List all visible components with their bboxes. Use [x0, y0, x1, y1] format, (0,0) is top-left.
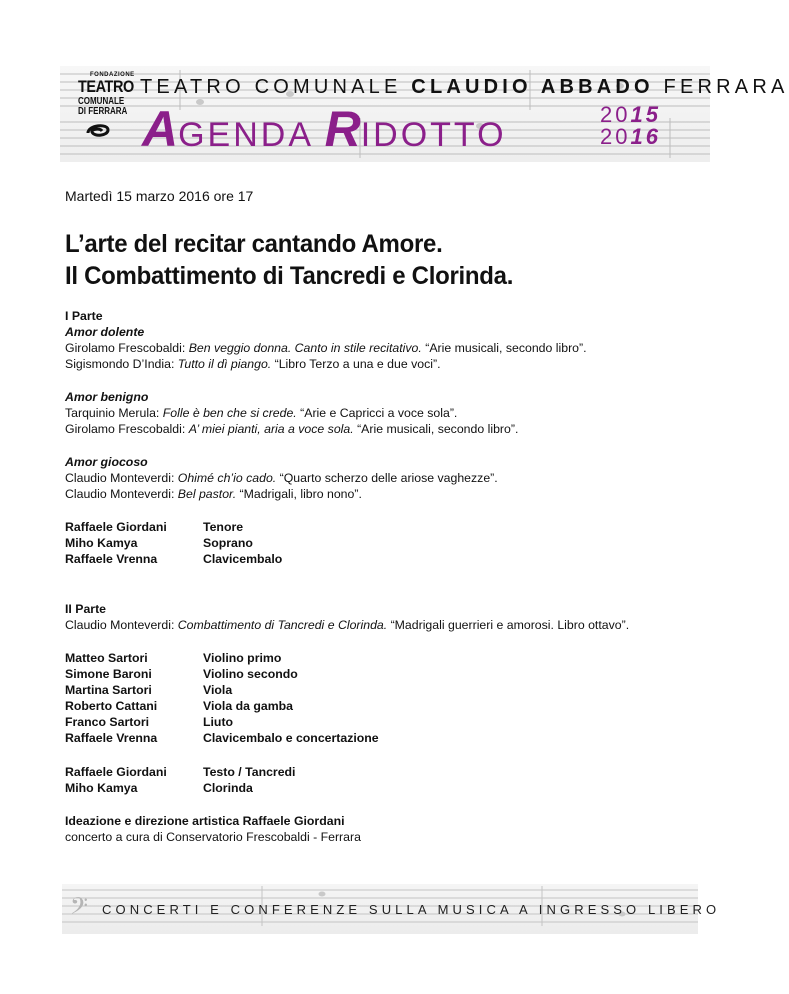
performer-role: Liuto — [203, 715, 234, 729]
event-title — [65, 228, 513, 292]
header-banner — [60, 66, 789, 162]
part1-amor-dolente — [65, 308, 587, 372]
amor-dolente-heading: Amor dolente — [65, 325, 145, 339]
year2-plain: 20 — [600, 124, 631, 149]
season-year-1 — [600, 104, 661, 126]
performer-row — [65, 730, 379, 746]
part2-singers — [65, 764, 295, 796]
work-title: Ohimé ch’io cado. — [177, 471, 277, 485]
agenda-rest: GENDA — [178, 116, 325, 154]
theatre-dedicatee: CLAUDIO ABBADO — [411, 76, 654, 98]
program-item — [65, 617, 629, 633]
composer: Claudio Monteverdi: — [65, 487, 178, 501]
performer-role: Clavicembalo e concertazione — [203, 731, 379, 745]
program-item — [65, 356, 587, 372]
performer-role: Viola da gamba — [203, 699, 293, 713]
logo-line-ferrara: DI FERRARA — [78, 106, 128, 117]
performer-name: Raffaele Vrenna — [65, 552, 158, 566]
work-source: “Madrigali, libro nono”. — [236, 487, 362, 501]
performer-row — [65, 780, 295, 796]
season-year-2 — [600, 126, 661, 148]
program-item — [65, 405, 518, 421]
work-title: Combattimento di Tancredi e Clorinda. — [177, 618, 388, 632]
agenda-initial: A — [142, 101, 179, 157]
composer: Claudio Monteverdi: — [65, 471, 178, 485]
performer-name: Martina Sartori — [65, 683, 152, 697]
theatre-prefix: TEATRO COMUNALE — [140, 76, 412, 98]
performer-row — [65, 666, 379, 682]
footer-banner — [62, 884, 721, 934]
work-title: Tutto il dì piango. — [177, 357, 272, 371]
logo-line-teatro: TEATRO — [78, 77, 134, 96]
theatre-logo — [78, 72, 140, 156]
performer-row — [65, 519, 282, 535]
work-source: “Arie musicali, secondo libro”. — [421, 341, 587, 355]
performer-row — [65, 764, 295, 780]
work-source: “Quarto scherzo delle ariose vaghezze”. — [276, 471, 498, 485]
composer: Girolamo Frescobaldi: — [65, 341, 189, 355]
composer: Sigismondo D’India: — [65, 357, 178, 371]
logo-line-comunale: COMUNALE — [78, 96, 125, 107]
part1-amor-giocoso — [65, 454, 498, 502]
theatre-name-line — [140, 76, 789, 99]
composer: Girolamo Frescobaldi: — [65, 422, 189, 436]
performer-row — [65, 535, 282, 551]
part2-program — [65, 601, 629, 633]
work-title: A’ miei pianti, aria a voce sola. — [188, 422, 354, 436]
work-title: Bel pastor. — [177, 487, 237, 501]
year1-plain: 20 — [600, 102, 631, 127]
part1-amor-benigno — [65, 389, 518, 437]
performer-name: Matteo Sartori — [65, 651, 148, 665]
composer: Claudio Monteverdi: — [65, 618, 178, 632]
performer-name: Roberto Cattani — [65, 699, 158, 713]
performer-role: Clorinda — [203, 781, 253, 795]
agenda-ridotto-title — [142, 101, 507, 157]
program-item — [65, 340, 587, 356]
part1-heading: I Parte — [65, 309, 103, 323]
performer-name: Raffaele Giordani — [65, 765, 167, 779]
svg-text:𝄢: 𝄢 — [70, 892, 89, 925]
event-title-line2: Il Combattimento di Tancredi e Clorinda. — [65, 262, 514, 290]
amor-benigno-heading: Amor benigno — [65, 390, 149, 404]
performer-role: Soprano — [203, 536, 253, 550]
work-source: “Libro Terzo a una e due voci”. — [271, 357, 441, 371]
work-title: Ben veggio donna. Canto in stile recitativo. — [188, 341, 422, 355]
work-source: “Arie musicali, secondo libro”. — [353, 422, 519, 436]
performer-role: Violino secondo — [203, 667, 298, 681]
logo-swirl-icon — [86, 121, 112, 139]
performer-role: Clavicembalo — [203, 552, 283, 566]
performer-role: Viola — [203, 683, 233, 697]
program-item — [65, 421, 518, 437]
performer-name: Franco Sartori — [65, 715, 150, 729]
work-source: “Madrigali guerrieri e amorosi. Libro ottavo”. — [387, 618, 630, 632]
ridotto-rest: IDOTTO — [360, 116, 507, 154]
performer-name: Raffaele Giordani — [65, 520, 167, 534]
footer-tagline: CONCERTI E CONFERENZE SULLA MUSICA A INGRESSO LIBERO — [102, 902, 721, 917]
performer-name: Miho Kamya — [65, 536, 138, 550]
artistic-direction: Ideazione e direzione artistica Raffaele Giordani — [65, 814, 345, 828]
event-date: Martedì 15 marzo 2016 ore 17 — [65, 188, 254, 204]
part2-performers — [65, 650, 379, 746]
performer-row — [65, 682, 379, 698]
part2-heading: II Parte — [65, 602, 107, 616]
season-years — [600, 104, 661, 148]
logo-line-fondazione: FONDAZIONE — [90, 72, 135, 78]
theatre-city: FERRARA — [653, 76, 789, 98]
curated-by: concerto a cura di Conservatorio Frescobaldi - Ferrara — [65, 830, 361, 844]
part1-performers — [65, 519, 282, 567]
performer-row — [65, 551, 282, 567]
ridotto-initial: R — [324, 101, 361, 157]
event-title-line1: L’arte del recitar cantando Amore. — [65, 230, 443, 258]
performer-role: Tenore — [203, 520, 244, 534]
year2-bold: 16 — [630, 124, 661, 149]
work-title: Folle è ben che si crede. — [162, 406, 297, 420]
performer-row — [65, 698, 379, 714]
performer-name: Simone Baroni — [65, 667, 152, 681]
performer-row — [65, 714, 379, 730]
program-item — [65, 470, 498, 486]
performer-name: Miho Kamya — [65, 781, 138, 795]
credits — [65, 813, 361, 845]
work-source: “Arie e Capricci a voce sola”. — [296, 406, 458, 420]
composer: Tarquinio Merula: — [65, 406, 163, 420]
performer-role: Testo / Tancredi — [203, 765, 296, 779]
program-item — [65, 486, 498, 502]
amor-giocoso-heading: Amor giocoso — [65, 455, 148, 469]
year1-bold: 15 — [630, 102, 661, 127]
performer-name: Raffaele Vrenna — [65, 731, 158, 745]
performer-role: Violino primo — [203, 651, 282, 665]
performer-row — [65, 650, 379, 666]
